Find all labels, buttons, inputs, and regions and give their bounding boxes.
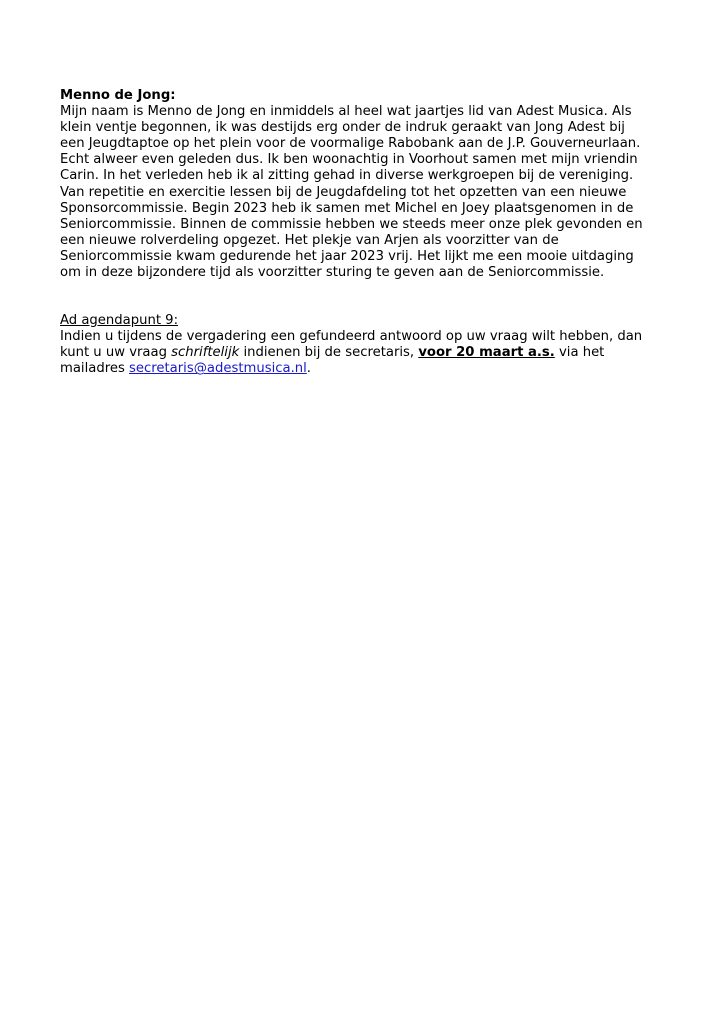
paragraph-line: Carin. In het verleden heb ik al zitting gehad in diverse werkgroepen bij de vereniging.: [60, 168, 634, 184]
paragraph-line: een nieuwe rolverdeling opgezet. Het plekje van Arjen als voorzitter van de: [60, 232, 559, 248]
paragraph-line: klein ventje begonnen, ik was destijds erg onder de indruk geraakt van Jong Adest bij: [60, 120, 625, 136]
paragraph-line: Indien u tijdens de vergadering een gefundeerd antwoord op uw vraag wilt hebben, dan: [60, 329, 643, 345]
paragraph-line: Seniorcommissie. Binnen de commissie hebben we steeds meer onze plek gevonden en: [60, 216, 643, 232]
paragraph-line: een Jeugdtaptoe op het plein voor de voormalige Rabobank aan de J.P. Gouverneurlaan.: [60, 136, 641, 152]
section-heading-agendapunt: Ad agendapunt 9:: [60, 313, 179, 329]
text-run: mailadres: [60, 361, 130, 377]
paragraph-line: Echt alweer even geleden dus. Ik ben woonachtig in Voorhout samen met mijn vriendin: [60, 152, 638, 168]
section-spacer: [60, 281, 680, 313]
section-agendapunt-9: [60, 313, 680, 377]
paragraph-line: Seniorcommissie kwam gedurende het jaar 2023 vrij. Het lijkt me een mooie uitdaging: [60, 248, 634, 264]
section-heading-menno: Menno de Jong:: [60, 88, 176, 103]
paragraph-line: Sponsorcommissie. Begin 2023 heb ik samen met Michel en Joey plaatsgenomen in de: [60, 200, 634, 216]
paragraph-line: om in deze bijzondere tijd als voorzitter sturing te geven aan de Seniorcommissie.: [60, 265, 605, 281]
section-menno-de-jong: [60, 88, 680, 281]
email-link[interactable]: secretaris@adestmusica.nl: [129, 361, 307, 377]
text-run: .: [306, 361, 311, 377]
paragraph-line: [60, 345, 680, 361]
text-run: indienen bij de secretaris,: [239, 345, 419, 361]
paragraph-line: Van repetitie en exercitie lessen bij de Jeugdafdeling tot het opzetten van een nieuwe: [60, 184, 627, 200]
text-run: via het: [554, 345, 605, 361]
paragraph-line: Mijn naam is Menno de Jong en inmiddels al heel wat jaartjes lid van Adest Musica. Als: [60, 104, 632, 120]
document-page: [60, 88, 680, 378]
italic-text-schriftelijk: schriftelijk: [171, 345, 240, 361]
deadline-text: voor 20 maart a.s.: [418, 345, 555, 361]
paragraph-line: [60, 361, 680, 377]
text-run: kunt u uw vraag: [60, 345, 172, 361]
